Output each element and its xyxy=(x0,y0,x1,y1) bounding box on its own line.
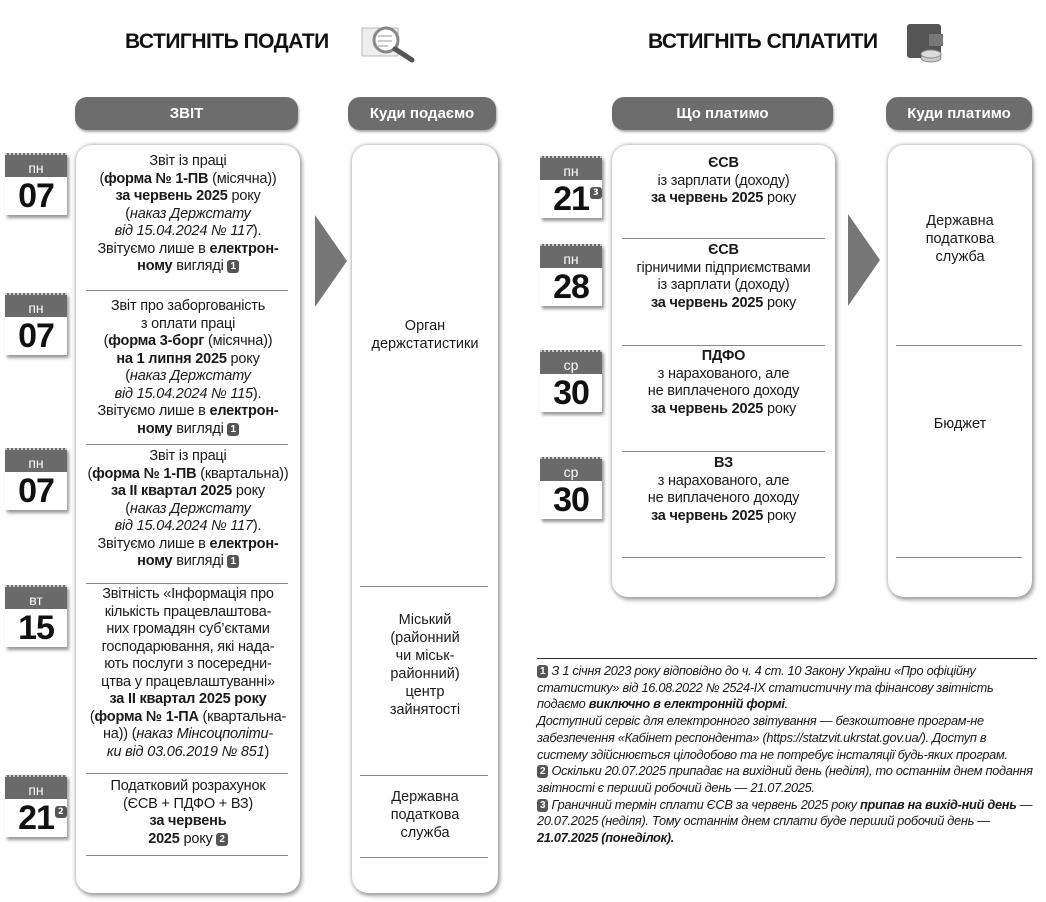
divider xyxy=(86,773,288,774)
date-badge xyxy=(5,293,67,355)
text-segment: Орган держстатистики xyxy=(371,318,479,352)
calendar-date: 07 xyxy=(5,177,67,215)
date-badge xyxy=(5,153,67,215)
divider xyxy=(360,775,488,776)
divider xyxy=(622,345,825,346)
report-entry xyxy=(76,298,300,438)
footnotes xyxy=(537,658,1037,847)
pay-to-box xyxy=(888,145,1032,597)
payment-entry xyxy=(612,242,835,312)
date-badge xyxy=(540,156,602,218)
pay-heading: ВСТИГНІТЬ СПЛАТИТИ xyxy=(648,30,878,53)
text-segment: року xyxy=(763,294,797,311)
divider xyxy=(622,451,825,452)
payments-box xyxy=(612,145,835,597)
footnote xyxy=(537,797,1037,847)
text-segment: за червень 2025 xyxy=(650,190,764,206)
text-segment: ВЗ xyxy=(714,455,733,471)
calendar-date: 30 xyxy=(540,374,602,412)
text-segment: року ( xyxy=(125,350,260,384)
footnote-marker: 3 xyxy=(590,187,602,199)
text-segment: Бюджет xyxy=(933,416,987,432)
text-segment: із зарплати (доходу) xyxy=(657,172,790,189)
text-segment: року ( xyxy=(125,483,265,517)
divider xyxy=(86,583,288,584)
date-badge xyxy=(5,585,67,647)
text-segment: ). Звітуємо лише в xyxy=(97,385,262,419)
text-segment: форма № 1-ПВ xyxy=(104,170,209,187)
text-segment: за червень 2025 xyxy=(115,188,228,204)
text-segment: (місячна)) xyxy=(208,170,277,187)
column-header-report: ЗВІТ xyxy=(75,97,298,130)
report-entry xyxy=(76,153,300,276)
text-segment: ЄСВ xyxy=(708,242,739,258)
report-entry xyxy=(76,448,300,571)
text-segment: наказ Держстату від 15.04.2024 № 117 xyxy=(114,205,253,239)
footnote-marker: 3 xyxy=(537,799,548,812)
calendar-date: 15 xyxy=(5,609,67,647)
calendar-day-name: пн xyxy=(5,153,67,177)
submit-to-box xyxy=(352,145,498,893)
calendar-day-name: пн xyxy=(540,244,602,268)
date-badge xyxy=(540,457,602,519)
text-segment: року xyxy=(763,190,797,206)
divider xyxy=(360,857,488,858)
text-segment: ) xyxy=(264,743,270,760)
date-badge xyxy=(5,775,67,837)
text-segment: (квартальна)) xyxy=(196,465,289,482)
column-header-pay-to: Куди платимо xyxy=(886,97,1032,130)
text-segment: — 20.07.2025 (неділя). Тому останнім днем сплати буде перший робочий день — xyxy=(537,796,1033,829)
text-segment: на 1 липня 2025 xyxy=(116,350,227,367)
footnote-marker: 2 xyxy=(537,765,548,778)
text-segment: форма 3-борг xyxy=(108,333,205,349)
text-segment: ). Звітуємо лише в xyxy=(97,518,262,552)
footnote-marker: 1 xyxy=(227,260,238,273)
text-segment: електрон- ному xyxy=(137,535,279,569)
text-segment: наказ Держстату від 15.04.2024 № 117 xyxy=(114,500,253,534)
text-segment: Звіт про заборгованість з оплати праці ( xyxy=(103,298,266,349)
calendar-date: 07 xyxy=(5,472,67,510)
text-segment: виключно в електронній формі xyxy=(588,696,785,712)
submit-to-entry xyxy=(352,611,498,719)
calendar-day-name: пн xyxy=(5,293,67,317)
divider xyxy=(360,586,488,587)
text-segment: ). Звітуємо лише в xyxy=(97,223,262,257)
divider xyxy=(622,238,825,239)
text-segment: року xyxy=(763,507,797,524)
text-segment: (місячна)) xyxy=(204,333,273,349)
calendar-day-name: пн xyxy=(5,775,67,799)
divider xyxy=(896,345,1022,346)
text-segment: ЄСВ xyxy=(708,155,739,171)
text-segment: за ІІ квартал 2025 xyxy=(111,483,233,499)
column-header-what-pay: Що платимо xyxy=(612,97,833,130)
magnifier-document-icon xyxy=(358,20,420,64)
calendar-date: 21 xyxy=(5,799,67,837)
payment-entry xyxy=(612,155,835,208)
text-segment: Звіт із праці ( xyxy=(87,448,227,482)
calendar-day-name: пн xyxy=(540,156,602,180)
text-segment: за червень 2025 xyxy=(148,813,227,847)
text-segment: ПДФО xyxy=(701,348,746,364)
text-segment: наказ Мінсоцполіти- ки від 03.06.2019 № 851 xyxy=(106,726,273,760)
footnote-marker: 1 xyxy=(227,555,238,568)
text-segment: за червень 2025 xyxy=(650,507,764,524)
date-badge xyxy=(5,448,67,510)
submit-to-entry xyxy=(352,317,498,353)
text-segment: припав на вихід-ний день xyxy=(859,796,1017,812)
calendar-date: 07 xyxy=(5,317,67,355)
payment-entry xyxy=(612,455,835,525)
text-segment: електрон- ному xyxy=(137,240,279,274)
text-segment: форма № 1-ПВ xyxy=(92,465,197,482)
report-entry xyxy=(76,586,300,761)
text-segment: Податковий розрахунок (ЄСВ + ПДФО + ВЗ) xyxy=(110,778,266,812)
text-segment: року xyxy=(763,400,797,417)
text-segment: Оскільки 20.07.2025 припадає на вихідний день (неділя), то останнім днем подання звітності є перший робочий день — 21.07.2025. xyxy=(537,763,1033,795)
footnote-marker: 2 xyxy=(55,806,67,818)
footnote xyxy=(537,763,1037,796)
text-segment: з нарахованого, але не виплаченого доходу xyxy=(647,472,800,506)
text-segment: вигляді xyxy=(172,420,228,437)
column-header-submit-to: Куди подаємо xyxy=(348,97,496,130)
footnote-marker: 2 xyxy=(216,833,227,846)
text-segment: електрон- ному xyxy=(137,403,279,437)
text-segment: Міський (районний чи міськ- районний) центр зайнятості xyxy=(389,612,461,718)
calendar-day-name: ср xyxy=(540,350,602,374)
text-segment: гірничими підприємствами із зарплати (доходу) xyxy=(636,259,811,293)
text-segment: форма № 1-ПА xyxy=(94,708,199,725)
arrow-right-icon xyxy=(315,215,347,307)
divider xyxy=(896,557,1022,558)
date-badge xyxy=(540,350,602,412)
footnote-marker: 1 xyxy=(537,665,548,678)
divider xyxy=(622,557,825,558)
text-segment: за червень 2025 xyxy=(650,400,764,417)
calendar-day-name: пн xyxy=(5,448,67,472)
calendar-date: 30 xyxy=(540,481,602,519)
text-segment: за ІІ квартал 2025 року xyxy=(109,691,267,707)
text-segment: наказ Держстату від 15.04.2024 № 115 xyxy=(114,368,253,402)
submit-heading: ВСТИГНІТЬ ПОДАТИ xyxy=(125,30,329,53)
divider xyxy=(86,444,288,445)
calendar-date: 28 xyxy=(540,268,602,306)
date-badge xyxy=(540,244,602,306)
divider xyxy=(86,855,288,856)
text-segment: Граничний термін сплати ЄСВ за червень 2025 року xyxy=(548,796,860,812)
text-segment: З 1 січня 2023 року відповідно до ч. 4 ст. 10 Закону України «Про офіційну статистику» від 16.08.2022 № 2524-IX статистичну та фінансову звітність подаємо xyxy=(537,663,994,712)
calendar-date: 21 xyxy=(540,180,602,218)
reports-box xyxy=(76,145,300,893)
wallet-coins-icon xyxy=(903,14,949,64)
text-segment: за червень 2025 xyxy=(650,294,764,311)
payment-entry xyxy=(612,348,835,418)
text-segment: Державна податкова служба xyxy=(390,789,460,841)
footnote xyxy=(537,663,1037,763)
text-segment: . Доступний сервіс для електронного звітування — безкоштовне програм-не забезпечення «Кабінет респондента» (https://statzvit.ukrstat.gov.ua/). Доступ в систему здійснюється цілодобово та не потребує інсталяції будь-яких програм. xyxy=(537,696,1008,762)
text-segment: вигляді xyxy=(172,553,228,569)
text-segment: вигляді xyxy=(172,258,228,274)
report-entry xyxy=(76,778,300,848)
text-segment: Звітність «Інформація про кількість працевлаштова- них громадян суб’єктами господарювання, які нада- ють послуги з посередни- цтва у працевлаштуванні» xyxy=(101,586,275,690)
text-segment: Звіт із праці ( xyxy=(99,153,227,187)
text-segment: Державна податкова служба xyxy=(925,213,995,265)
pay-to-entry xyxy=(888,415,1032,433)
calendar-day-name: вт xyxy=(5,585,67,609)
divider xyxy=(86,290,288,291)
text-segment: з нарахованого, але не виплаченого доходу xyxy=(647,365,800,399)
text-segment: 21.07.2025 (понеділок). xyxy=(537,830,674,846)
pay-to-entry xyxy=(888,212,1032,266)
submit-to-entry xyxy=(352,788,498,842)
text-segment: ( xyxy=(89,708,95,725)
footnote-marker: 1 xyxy=(227,423,238,436)
calendar-day-name: ср xyxy=(540,457,602,481)
text-segment: року ( xyxy=(125,188,261,222)
text-segment: року xyxy=(179,830,217,847)
arrow-right-icon xyxy=(848,214,880,306)
text-segment: (квартальна- на)) ( xyxy=(103,708,287,742)
